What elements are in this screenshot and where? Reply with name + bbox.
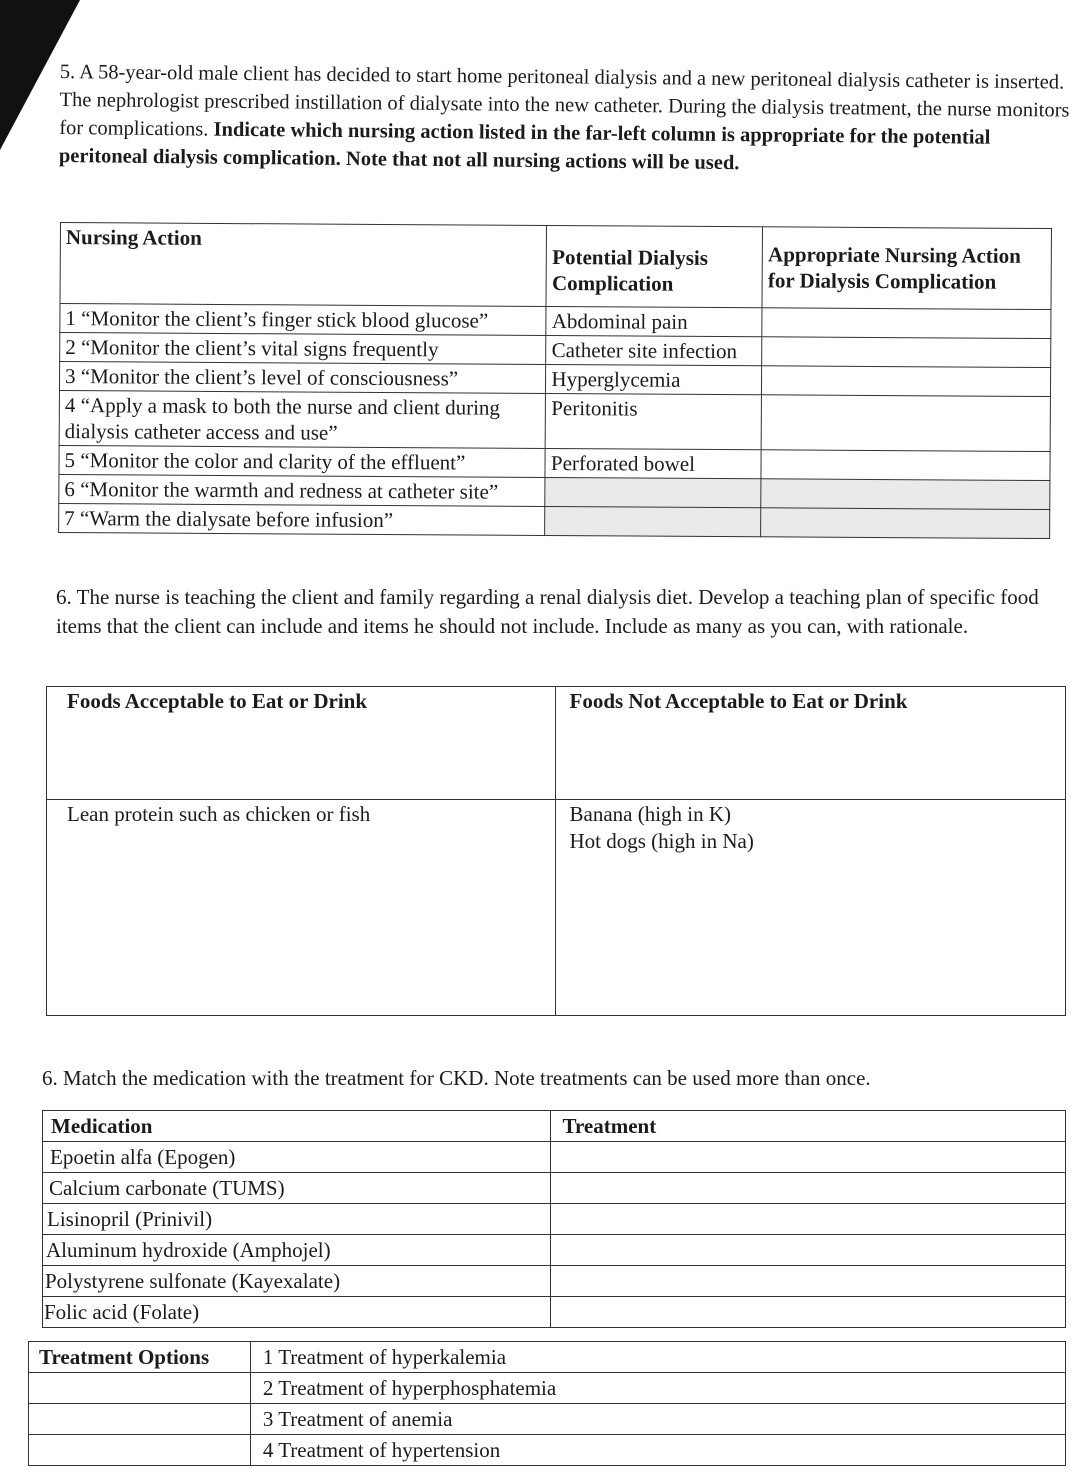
- complication-cell: Catheter site infection: [546, 335, 762, 365]
- header-appropriate-action: Appropriate Nursing Action for Dialysis Complication: [762, 227, 1051, 310]
- answer-cell[interactable]: [761, 395, 1050, 452]
- treatment-options-table: [28, 1341, 1066, 1466]
- nursing-action-table: [58, 222, 1052, 539]
- question-5-intro: 5. A 58-year-old male client has decided to start home peritoneal dialysis and a new peritoneal dialysis catheter is inserted. The nephrologist prescribed instillation of dialysate into the new catheter. During the dialysis treatment, the nurse monitors for complications.: [59, 60, 1070, 141]
- list-item: Banana (high in K): [569, 802, 732, 827]
- treatment-answer-cell[interactable]: [550, 1204, 1066, 1235]
- complication-cell: Abdominal pain: [546, 306, 762, 336]
- header-medication: Medication: [43, 1111, 551, 1142]
- header-acceptable-foods: Foods Acceptable to Eat or Drink: [47, 687, 556, 800]
- answer-cell[interactable]: [761, 450, 1050, 481]
- medication-cell: Lisinopril (Prinivil): [43, 1204, 551, 1235]
- table-row: [43, 1204, 1066, 1235]
- treatment-answer-cell[interactable]: [550, 1297, 1066, 1328]
- table-row: [43, 1173, 1066, 1204]
- medication-header-row: [43, 1111, 1066, 1142]
- treatment-option: 1 Treatment of hyperkalemia: [250, 1342, 1065, 1373]
- treatment-answer-cell[interactable]: [550, 1142, 1066, 1173]
- table-row: [43, 1235, 1066, 1266]
- treatment-option: 3 Treatment of anemia: [250, 1404, 1065, 1435]
- table-row: [43, 1142, 1066, 1173]
- medication-table: [42, 1110, 1066, 1328]
- answer-cell[interactable]: [761, 508, 1050, 539]
- table-row: [59, 503, 1050, 538]
- nursing-action-cell: 3 “Monitor the client’s level of consciousness”: [59, 362, 546, 394]
- medication-cell: Epoetin alfa (Epogen): [43, 1142, 551, 1173]
- header-treatment: Treatment: [550, 1111, 1066, 1142]
- header-not-acceptable-foods: Foods Not Acceptable to Eat or Drink: [555, 687, 1066, 800]
- treatment-answer-cell[interactable]: [550, 1266, 1066, 1297]
- treatment-option: 4 Treatment of hypertension: [250, 1435, 1065, 1466]
- header-treatment-options: Treatment Options: [29, 1342, 251, 1373]
- nursing-action-cell: 1 “Monitor the client’s finger stick blood glucose”: [60, 304, 547, 336]
- table-header-row: [60, 223, 1051, 310]
- nursing-action-cell: 7 “Warm the dialysate before infusion”: [59, 503, 546, 535]
- medication-cell: Polystyrene sulfonate (Kayexalate): [43, 1266, 551, 1297]
- treatment-answer-cell[interactable]: [550, 1235, 1066, 1266]
- table-row: [59, 390, 1050, 451]
- table-row: [43, 1266, 1066, 1297]
- table-row: [29, 1435, 1066, 1466]
- treatment-option: 2 Treatment of hyperphosphatemia: [250, 1373, 1065, 1404]
- nursing-action-cell: 6 “Monitor the warmth and redness at catheter site”: [59, 474, 546, 506]
- complication-cell: [545, 477, 761, 507]
- complication-cell: [545, 506, 761, 536]
- empty-cell: [29, 1373, 251, 1404]
- empty-cell: [29, 1435, 251, 1466]
- question-5-instruction: Indicate which nursing action listed in the far-left column is appropriate for the potential peritoneal dialysis complication. Note that not all nursing actions will be used.: [58, 118, 991, 175]
- header-potential-complication: Potential Dialysis Complication: [546, 225, 762, 307]
- question-6-text: 6. The nurse is teaching the client and family regarding a renal dialysis diet. Develop a teaching plan of specific food items that the client can include and items he should not include. Include as many as you can, with rationale.: [56, 585, 1039, 638]
- complication-cell: Perforated bowel: [545, 448, 761, 478]
- question-medication-text: 6. Match the medication with the treatment for CKD. Note treatments can be used more than once.: [42, 1066, 871, 1090]
- medication-cell: Folic acid (Folate): [43, 1297, 551, 1328]
- question-5-text: [59, 58, 1072, 181]
- complication-cell: Hyperglycemia: [546, 364, 762, 394]
- diet-header-row: [47, 687, 1066, 800]
- treatment-answer-cell[interactable]: [550, 1173, 1066, 1204]
- nursing-action-cell: 5 “Monitor the color and clarity of the effluent”: [59, 445, 546, 477]
- complication-cell: Peritonitis: [546, 393, 762, 449]
- diet-content-row: [47, 800, 1066, 1016]
- empty-cell: [29, 1404, 251, 1435]
- list-item: Hot dogs (high in Na): [569, 829, 754, 854]
- header-nursing-action: Nursing Action: [60, 223, 547, 307]
- answer-cell[interactable]: [762, 366, 1051, 397]
- acceptable-foods-cell[interactable]: [47, 800, 556, 1016]
- table-row: [29, 1342, 1066, 1373]
- table-row: [29, 1404, 1066, 1435]
- medication-cell: Aluminum hydroxide (Amphojel): [43, 1235, 551, 1266]
- table-row: [43, 1297, 1066, 1328]
- table-row: [29, 1373, 1066, 1404]
- nursing-action-cell: 2 “Monitor the client’s vital signs frequently: [60, 333, 547, 365]
- diet-table: [46, 686, 1066, 1016]
- not-acceptable-foods-cell[interactable]: [555, 800, 1066, 1016]
- answer-cell[interactable]: [762, 337, 1051, 368]
- list-item: Lean protein such as chicken or fish: [67, 802, 371, 827]
- medication-cell: Calcium carbonate (TUMS): [43, 1173, 551, 1204]
- answer-cell[interactable]: [762, 308, 1051, 339]
- answer-cell[interactable]: [761, 479, 1050, 510]
- nursing-action-cell: 4 “Apply a mask to both the nurse and client during dialysis catheter access and use”: [59, 390, 546, 448]
